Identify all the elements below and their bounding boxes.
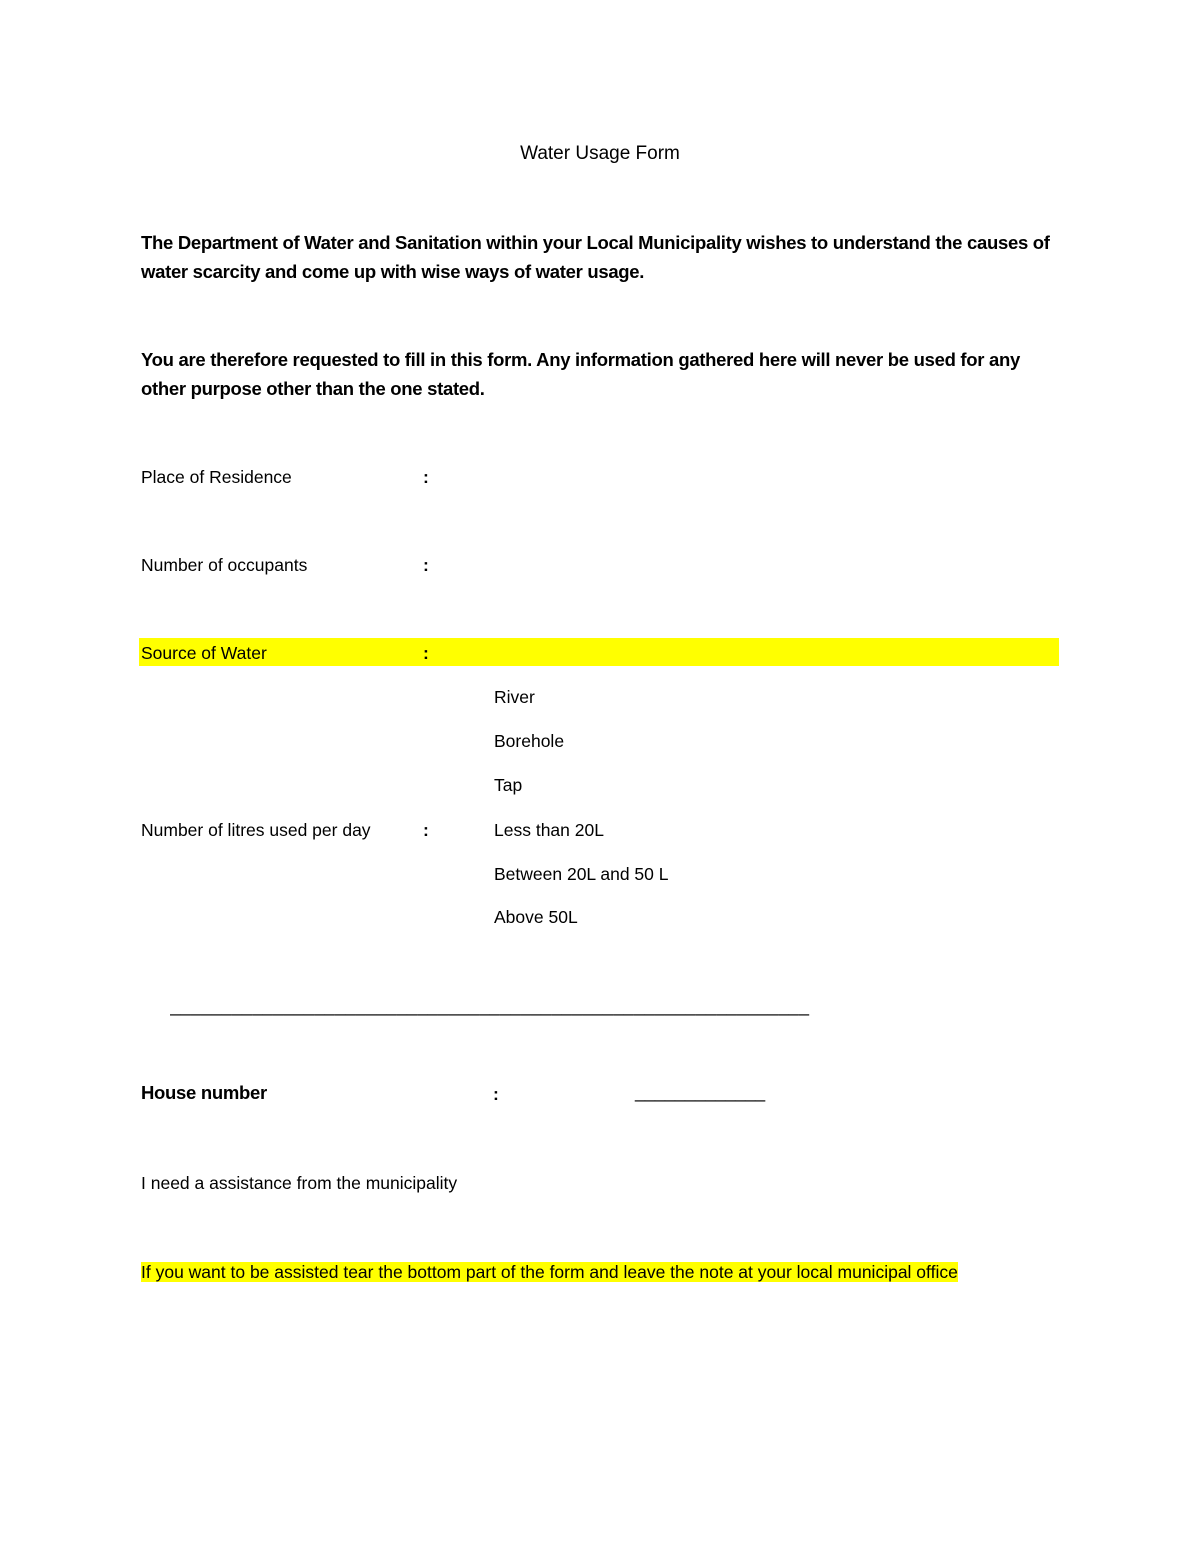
source-colon: : (423, 643, 429, 663)
litres-option-20-50: Between 20L and 50 L (494, 864, 669, 884)
house-number-label: House number (141, 1082, 267, 1103)
litres-option-less-20: Less than 20L (494, 820, 604, 840)
assistance-text: I need a assistance from the municipality (141, 1173, 458, 1193)
request-paragraph: You are therefore requested to fill in this form. Any information gathered here will never be used for any other purpose other than the one stated. (141, 349, 1020, 399)
assistance-note-text: If you want to be assisted tear the bottom part of the form and leave the note at your local municipal office (141, 1262, 958, 1282)
tear-line: ______________________________________________________________ (170, 996, 810, 1016)
form-title: Water Usage Form (520, 143, 680, 164)
house-number-blank: _____________ (635, 1082, 766, 1102)
occupants-colon: : (423, 555, 429, 575)
intro-paragraph: The Department of Water and Sanitation within your Local Municipality wishes to understand the causes of water scarcity and come up with wise ways of water usage. (141, 232, 1050, 282)
source-option-tap: Tap (494, 775, 523, 795)
litres-colon: : (423, 820, 429, 840)
occupants-label: Number of occupants (141, 555, 308, 575)
assistance-note (141, 1258, 1041, 1287)
residence-colon: : (423, 467, 429, 487)
source-label: Source of Water (141, 643, 267, 663)
litres-option-above-50: Above 50L (494, 907, 578, 927)
source-option-borehole: Borehole (494, 731, 565, 751)
residence-label: Place of Residence (141, 467, 292, 487)
source-highlight (139, 638, 1059, 666)
house-number-colon: : (493, 1084, 499, 1104)
litres-label: Number of litres used per day (141, 820, 371, 840)
source-option-river: River (494, 687, 535, 707)
